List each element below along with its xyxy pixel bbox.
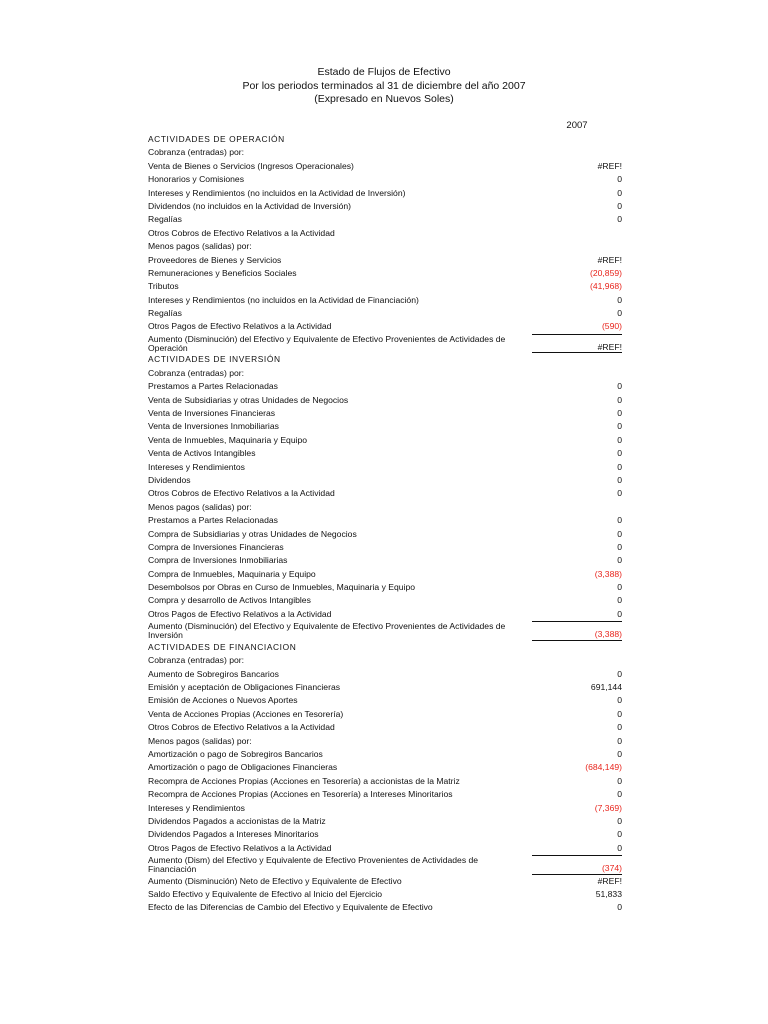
- row-label: Venta de Acciones Propias (Acciones en Tesorería): [148, 708, 344, 719]
- row-label: Intereses y Rendimientos (no incluidos en la Actividad de Inversión): [148, 187, 406, 198]
- table-row: [148, 474, 622, 487]
- row-value: 0: [617, 394, 622, 405]
- row-label: Emisión de Acciones o Nuevos Aportes: [148, 695, 298, 706]
- row-value: 0: [617, 842, 622, 853]
- row-label: Cobranza (entradas) por:: [148, 367, 245, 378]
- row-label: Prestamos a Partes Relacionadas: [148, 515, 278, 526]
- table-row: [148, 901, 622, 914]
- row-value: #REF!: [597, 341, 622, 352]
- row-label: Regalías: [148, 308, 182, 319]
- row-label: Intereses y Rendimientos: [148, 802, 245, 813]
- total-row: [148, 621, 622, 641]
- row-label: Aumento (Disminución) Neto de Efectivo y Equivalente de Efectivo: [148, 875, 402, 886]
- total-rule: [532, 334, 622, 335]
- section-heading: [148, 133, 622, 146]
- row-label: Compra de Inmuebles, Maquinaria y Equipo: [148, 568, 316, 579]
- cash-flow-table: [148, 133, 622, 915]
- total-rule: [532, 621, 622, 622]
- row-value: 0: [617, 815, 622, 826]
- section-heading: [148, 641, 622, 654]
- table-row: [148, 294, 622, 307]
- table-row: [148, 708, 622, 721]
- row-value: 0: [617, 829, 622, 840]
- row-value: 0: [617, 902, 622, 913]
- row-value: #REF!: [597, 254, 622, 265]
- row-label: Aumento de Sobregiros Bancarios: [148, 668, 279, 679]
- row-value: 0: [617, 200, 622, 211]
- row-label: ACTIVIDADES DE FINANCIACION: [148, 641, 297, 652]
- row-value: (3,388): [594, 629, 622, 640]
- row-label: Compra de Inversiones Inmobiliarias: [148, 555, 288, 566]
- table-row: [148, 554, 622, 567]
- row-value: 0: [617, 515, 622, 526]
- row-label: Compra de Inversiones Financieras: [148, 541, 284, 552]
- table-row: [148, 815, 622, 828]
- table-row: [148, 434, 622, 447]
- row-value: 0: [617, 528, 622, 539]
- row-label: ACTIVIDADES DE INVERSIÓN: [148, 354, 281, 365]
- row-value: (7,369): [594, 802, 622, 813]
- total-rule: [532, 855, 622, 856]
- total-row: [148, 855, 622, 875]
- row-value: #REF!: [597, 160, 622, 171]
- table-row: [148, 394, 622, 407]
- row-label: Honorarios y Comisiones: [148, 174, 244, 185]
- row-label: Dividendos (no incluidos en la Actividad de Inversión): [148, 200, 352, 211]
- year-column-header: 2007: [566, 120, 588, 131]
- row-value: (374): [601, 863, 622, 874]
- table-row: [148, 735, 622, 748]
- table-row: [148, 654, 622, 667]
- row-label: Cobranza (entradas) por:: [148, 147, 245, 158]
- table-row: [148, 407, 622, 420]
- report-header: [0, 66, 768, 107]
- row-label: Otros Cobros de Efectivo Relativos a la Actividad: [148, 227, 335, 238]
- row-label: Venta de Subsidiarias y otras Unidades de Negocios: [148, 394, 349, 405]
- row-label: Dividendos: [148, 474, 191, 485]
- report-title: Estado de Flujos de Efectivo: [317, 66, 451, 78]
- row-value: 0: [617, 748, 622, 759]
- table-row: [148, 528, 622, 541]
- table-row: [148, 828, 622, 841]
- table-row: [148, 541, 622, 554]
- row-label: Recompra de Acciones Propias (Acciones en Tesorería) a Intereses Minoritarios: [148, 789, 453, 800]
- row-value: 0: [617, 582, 622, 593]
- report-period: Por los periodos terminados al 31 de diciembre del año 2007: [242, 79, 526, 92]
- row-value: 0: [617, 308, 622, 319]
- table-row: [148, 608, 622, 621]
- row-value: 51,833: [595, 889, 622, 900]
- row-value: (20,859): [589, 267, 622, 278]
- row-value: 0: [617, 408, 622, 419]
- row-label: Intereses y Rendimientos: [148, 461, 245, 472]
- row-label: Tributos: [148, 281, 179, 292]
- row-label: Venta de Inversiones Financieras: [148, 408, 276, 419]
- row-value: 0: [617, 789, 622, 800]
- table-row: [148, 240, 622, 253]
- table-row: [148, 187, 622, 200]
- row-value: (590): [601, 321, 622, 332]
- row-label: Regalías: [148, 214, 182, 225]
- row-label: Otros Cobros de Efectivo Relativos a la Actividad: [148, 488, 335, 499]
- table-row: [148, 146, 622, 159]
- row-label: Aumento (Disminución) del Efectivo y Equivalente de Efectivo Provenientes de Actividades de Operación: [148, 333, 506, 354]
- table-row: [148, 447, 622, 460]
- table-row: [148, 501, 622, 514]
- row-label: Aumento (Dism) del Efectivo y Equivalente de Efectivo Provenientes de Actividades de Financiación: [148, 855, 479, 875]
- table-row: [148, 721, 622, 734]
- row-label: Menos pagos (salidas) por:: [148, 735, 252, 746]
- table-row: [148, 320, 622, 333]
- row-label: Compra y desarrollo de Activos Intangibles: [148, 595, 311, 606]
- row-label: Cobranza (entradas) por:: [148, 655, 245, 666]
- table-row: [148, 788, 622, 801]
- row-value: 0: [617, 608, 622, 619]
- row-value: (41,968): [589, 281, 622, 292]
- table-row: [148, 213, 622, 226]
- row-value: 0: [617, 488, 622, 499]
- row-value: 0: [617, 434, 622, 445]
- table-row: [148, 888, 622, 901]
- row-label: Remuneraciones y Beneficios Sociales: [148, 267, 297, 278]
- row-value: #REF!: [597, 875, 622, 886]
- table-row: [148, 160, 622, 173]
- row-label: Saldo Efectivo y Equivalente de Efectivo al Inicio del Ejercicio: [148, 889, 383, 900]
- table-row: [148, 775, 622, 788]
- row-value: 0: [617, 474, 622, 485]
- row-label: Dividendos Pagados a accionistas de la Matriz: [148, 815, 326, 826]
- report-currency: (Expresado en Nuevos Soles): [314, 93, 454, 105]
- table-row: [148, 668, 622, 681]
- row-label: Efecto de las Diferencias de Cambio del Efectivo y Equivalente de Efectivo: [148, 902, 433, 913]
- table-row: [148, 842, 622, 855]
- table-row: [148, 594, 622, 607]
- table-row: [148, 367, 622, 380]
- row-value: 0: [617, 555, 622, 566]
- row-label: Otros Cobros de Efectivo Relativos a la Actividad: [148, 722, 335, 733]
- row-value: 0: [617, 708, 622, 719]
- row-label: Otros Pagos de Efectivo Relativos a la Actividad: [148, 321, 332, 332]
- row-value: 0: [617, 421, 622, 432]
- table-row: [148, 875, 622, 888]
- row-label: Proveedores de Bienes y Servicios: [148, 254, 282, 265]
- row-value: 0: [617, 174, 622, 185]
- total-row: [148, 334, 622, 354]
- table-row: [148, 694, 622, 707]
- table-row: [148, 380, 622, 393]
- row-value: 0: [617, 735, 622, 746]
- row-label: Menos pagos (salidas) por:: [148, 241, 252, 252]
- row-label: Dividendos Pagados a Intereses Minoritarios: [148, 829, 319, 840]
- row-label: Intereses y Rendimientos (no incluidos en la Actividad de Financiación): [148, 294, 419, 305]
- table-row: [148, 420, 622, 433]
- row-value: 0: [617, 461, 622, 472]
- row-label: ACTIVIDADES DE OPERACIÓN: [148, 134, 285, 144]
- row-label: Prestamos a Partes Relacionadas: [148, 381, 278, 392]
- row-label: Otros Pagos de Efectivo Relativos a la Actividad: [148, 842, 332, 853]
- table-row: [148, 514, 622, 527]
- row-label: Venta de Bienes o Servicios (Ingresos Operacionales): [148, 160, 354, 171]
- table-row: [148, 581, 622, 594]
- table-row: [148, 681, 622, 694]
- table-row: [148, 173, 622, 186]
- row-label: Aumento (Disminución) del Efectivo y Equivalente de Efectivo Provenientes de Actividades de Inversión: [148, 621, 506, 641]
- table-row: [148, 254, 622, 267]
- table-row: [148, 802, 622, 815]
- row-value: 0: [617, 695, 622, 706]
- row-label: Desembolsos por Obras en Curso de Inmuebles, Maquinaria y Equipo: [148, 582, 416, 593]
- row-label: Venta de Inversiones Inmobiliarias: [148, 421, 279, 432]
- row-label: Amortización o pago de Obligaciones Financieras: [148, 762, 338, 773]
- row-label: Compra de Subsidiarias y otras Unidades de Negocios: [148, 528, 357, 539]
- table-row: [148, 748, 622, 761]
- row-value: 0: [617, 595, 622, 606]
- row-value: (684,149): [585, 762, 622, 773]
- row-label: Venta de Activos Intangibles: [148, 448, 256, 459]
- table-row: [148, 280, 622, 293]
- row-label: Emisión y aceptación de Obligaciones Financieras: [148, 682, 341, 693]
- table-row: [148, 267, 622, 280]
- section-heading: [148, 353, 622, 366]
- row-value: 0: [617, 448, 622, 459]
- table-row: [148, 761, 622, 774]
- table-row: [148, 307, 622, 320]
- row-value: 0: [617, 722, 622, 733]
- row-label: Otros Pagos de Efectivo Relativos a la Actividad: [148, 608, 332, 619]
- row-value: 691,144: [590, 682, 622, 693]
- row-label: Amortización o pago de Sobregiros Bancarios: [148, 748, 323, 759]
- row-value: 0: [617, 214, 622, 225]
- row-value: 0: [617, 668, 622, 679]
- table-row: [148, 200, 622, 213]
- row-value: 0: [617, 187, 622, 198]
- row-value: 0: [617, 775, 622, 786]
- row-value: 0: [617, 294, 622, 305]
- row-label: Venta de Inmuebles, Maquinaria y Equipo: [148, 434, 308, 445]
- table-row: [148, 487, 622, 500]
- table-row: [148, 461, 622, 474]
- row-label: Recompra de Acciones Propias (Acciones en Tesorería) a accionistas de la Matriz: [148, 775, 460, 786]
- table-row: [148, 568, 622, 581]
- row-value: (3,388): [594, 568, 622, 579]
- row-label: Menos pagos (salidas) por:: [148, 501, 252, 512]
- row-value: 0: [617, 541, 622, 552]
- row-value: 0: [617, 381, 622, 392]
- table-row: [148, 227, 622, 240]
